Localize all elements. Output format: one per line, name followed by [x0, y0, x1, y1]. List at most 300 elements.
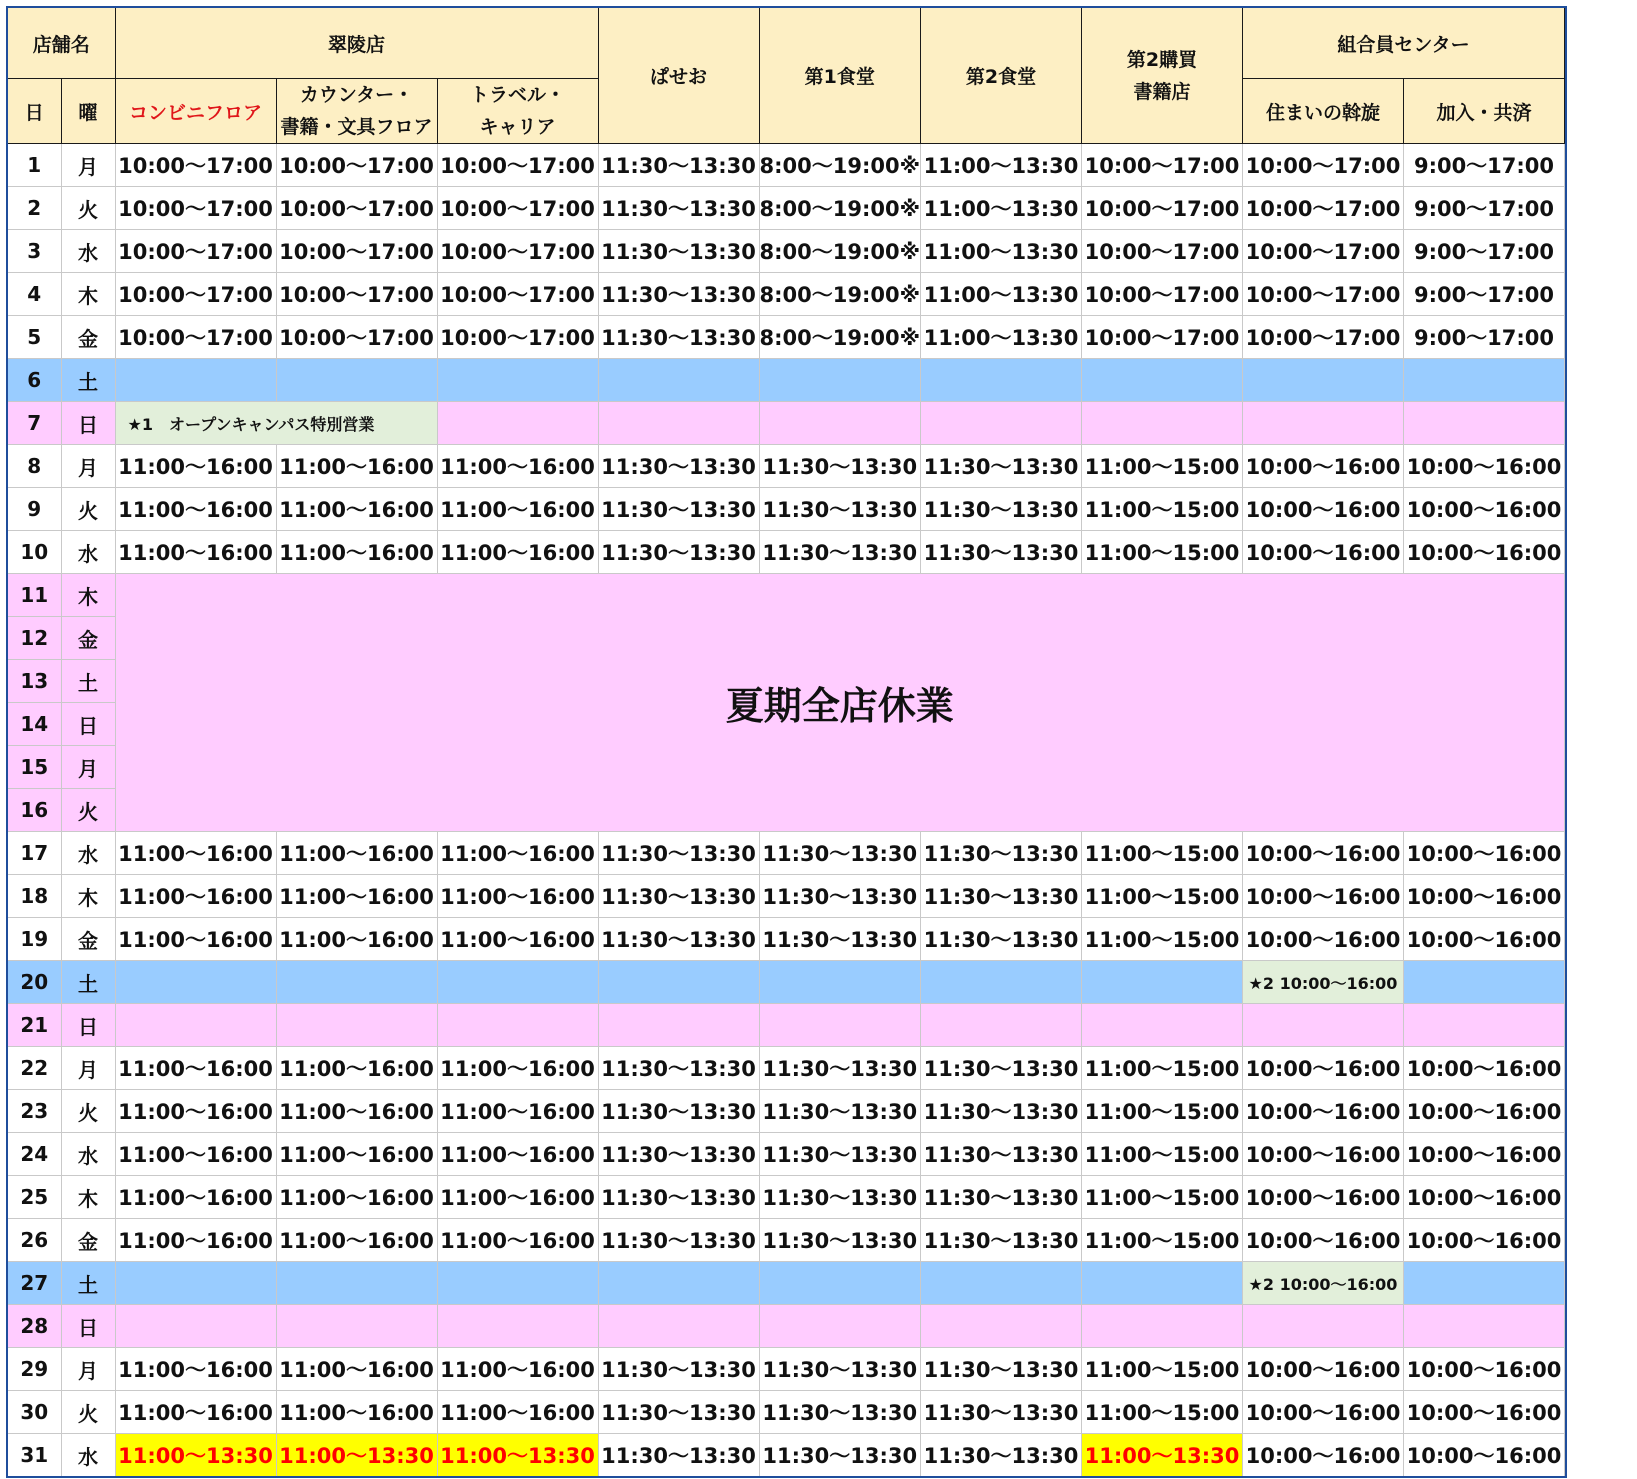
- table-row: [7, 832, 1566, 875]
- day-cell: 6: [7, 359, 61, 402]
- hours-cell: 11:00～15:00: [1082, 531, 1243, 574]
- hours-cell: 10:00～16:00: [1243, 1176, 1404, 1219]
- dai2-kobai-line2: 書籍店: [1133, 80, 1191, 103]
- hours-cell: 10:00～16:00: [1404, 445, 1565, 488]
- hours-cell: 10:00～16:00: [1243, 875, 1404, 918]
- hours-cell: 11:30～13:30: [598, 1047, 759, 1090]
- weekday-cell: 木: [61, 875, 115, 918]
- open-campus-note: ★1 オープンキャンパス特別営業: [115, 402, 437, 445]
- hours-cell: 8:00～19:00※: [759, 187, 921, 230]
- day-cell: 7: [7, 402, 61, 445]
- hours-cell: 10:00～16:00: [1404, 1391, 1565, 1434]
- hours-cell: [115, 1262, 276, 1305]
- table-row: [7, 1391, 1566, 1434]
- hours-cell: 11:00～16:00: [115, 1391, 276, 1434]
- hours-cell: [1404, 961, 1565, 1004]
- hours-cell: 11:00～16:00: [115, 531, 276, 574]
- weekday-cell: 土: [61, 1262, 115, 1305]
- hours-cell: [276, 359, 437, 402]
- hours-cell: [759, 359, 921, 402]
- hours-cell: 11:00～13:30: [921, 144, 1082, 187]
- day-cell: 13: [7, 660, 61, 703]
- day-cell: 18: [7, 875, 61, 918]
- hours-cell: 11:00～15:00: [1082, 875, 1243, 918]
- hours-cell: 10:00～16:00: [1404, 1219, 1565, 1262]
- hours-cell: 10:00～16:00: [1243, 1219, 1404, 1262]
- hours-cell: 11:00～16:00: [437, 1348, 598, 1391]
- hours-cell: 11:00～13:30: [437, 1434, 598, 1478]
- hours-cell: 11:00～16:00: [276, 1133, 437, 1176]
- hours-cell: 11:30～13:30: [759, 1348, 921, 1391]
- hours-cell: [759, 402, 921, 445]
- dai2-kobai-header: [1082, 7, 1243, 144]
- table-row: [7, 531, 1566, 574]
- table-row: [7, 1262, 1566, 1305]
- hours-cell: 11:30～13:30: [598, 230, 759, 273]
- hours-cell: 11:00～16:00: [115, 1219, 276, 1262]
- table-row: [7, 1176, 1566, 1219]
- hours-cell: [1082, 359, 1243, 402]
- schedule-sheet: [6, 6, 1567, 1478]
- weekday-cell: 日: [61, 1305, 115, 1348]
- hours-cell: 10:00～16:00: [1243, 832, 1404, 875]
- hours-cell: 11:30～13:30: [759, 488, 921, 531]
- hours-cell: [1082, 961, 1243, 1004]
- hours-cell: 11:00～16:00: [437, 832, 598, 875]
- hours-cell: 10:00～17:00: [1243, 187, 1404, 230]
- hours-cell: 11:30～13:30: [759, 1219, 921, 1262]
- hours-cell: 11:00～16:00: [276, 1348, 437, 1391]
- hours-cell: 11:00～16:00: [437, 445, 598, 488]
- hours-cell: [115, 359, 276, 402]
- weekday-cell: 水: [61, 832, 115, 875]
- hours-cell: [921, 1004, 1082, 1047]
- hours-cell: 11:00～15:00: [1082, 832, 1243, 875]
- day-cell: 11: [7, 574, 61, 617]
- hours-cell: [115, 1305, 276, 1348]
- day-cell: 26: [7, 1219, 61, 1262]
- hours-cell: 11:30～13:30: [921, 1348, 1082, 1391]
- sumai-header: 住まいの斡旋: [1243, 79, 1404, 144]
- hours-cell: 11:30～13:30: [598, 1434, 759, 1478]
- day-cell: 31: [7, 1434, 61, 1478]
- hours-cell: 11:30～13:30: [759, 1133, 921, 1176]
- table-row: [7, 316, 1566, 359]
- hours-cell: [598, 402, 759, 445]
- hours-cell: 11:00～16:00: [115, 488, 276, 531]
- weekday-cell: 火: [61, 789, 115, 832]
- hours-cell: 11:00～16:00: [276, 1176, 437, 1219]
- table-row: [7, 1434, 1566, 1478]
- hours-cell: 11:00～16:00: [437, 1047, 598, 1090]
- hours-cell: 10:00～16:00: [1404, 1133, 1565, 1176]
- dai2-shokudo-header: 第2食堂: [921, 7, 1082, 144]
- hours-cell: [1082, 1004, 1243, 1047]
- hours-cell: 11:00～16:00: [276, 1047, 437, 1090]
- hours-cell: 10:00～16:00: [1404, 1176, 1565, 1219]
- day-cell: 10: [7, 531, 61, 574]
- hours-cell: 11:30～13:30: [759, 918, 921, 961]
- hours-cell: 11:30～13:30: [759, 445, 921, 488]
- hours-cell: 11:00～16:00: [276, 1090, 437, 1133]
- hours-cell: 11:00～16:00: [437, 531, 598, 574]
- hours-cell: [1404, 1004, 1565, 1047]
- weekday-cell: 土: [61, 660, 115, 703]
- weekday-cell: 土: [61, 961, 115, 1004]
- table-row: [7, 1047, 1566, 1090]
- hours-cell: 11:30～13:30: [921, 488, 1082, 531]
- hours-cell: 11:30～13:30: [598, 832, 759, 875]
- hours-cell: 10:00～16:00: [1243, 918, 1404, 961]
- hours-cell: [1565, 402, 1567, 445]
- hours-cell: 10:00～17:00: [1082, 187, 1243, 230]
- hours-cell: 10:00～16:00: [1243, 1133, 1404, 1176]
- table-row: [7, 1090, 1566, 1133]
- hours-cell: 11:00～16:00: [437, 1219, 598, 1262]
- hours-cell: 11:00～15:00: [1082, 1176, 1243, 1219]
- day-cell: 22: [7, 1047, 61, 1090]
- day-cell: 27: [7, 1262, 61, 1305]
- hours-cell: 10:00～17:00: [1243, 230, 1404, 273]
- hours-cell: 10:00～17:00: [115, 273, 276, 316]
- hours-cell: 11:30～13:30: [598, 918, 759, 961]
- hours-cell: 11:00～15:00: [1082, 918, 1243, 961]
- hours-cell: 10:00～16:00: [1404, 918, 1565, 961]
- hours-cell: 11:00～13:30: [1082, 1434, 1243, 1478]
- hours-cell: 11:30～13:30: [759, 531, 921, 574]
- hours-cell: 11:00～16:00: [276, 832, 437, 875]
- weekday-cell: 水: [61, 230, 115, 273]
- header-row-1: [7, 7, 1566, 79]
- hours-cell: [921, 359, 1082, 402]
- day-cell: 30: [7, 1391, 61, 1434]
- hours-cell: 11:00～16:00: [115, 1176, 276, 1219]
- hours-cell: [921, 1305, 1082, 1348]
- weekday-cell: 水: [61, 1434, 115, 1478]
- hours-cell: 11:30～13:30: [598, 273, 759, 316]
- kumiai-center-header: 組合員センター: [1243, 7, 1565, 79]
- day-cell: 14: [7, 703, 61, 746]
- summer-closure-cell: 夏期全店休業: [115, 574, 1565, 832]
- special-hours-note: ★2 10:00～16:00: [1243, 961, 1404, 1004]
- hours-cell: 10:00～16:00: [1243, 445, 1404, 488]
- table-row: [7, 144, 1566, 187]
- hours-cell: 11:00～16:00: [276, 1391, 437, 1434]
- hours-cell: 11:00～16:00: [437, 1176, 598, 1219]
- hours-cell: 11:00～16:00: [437, 1133, 598, 1176]
- hours-cell: 11:00～13:30: [115, 1434, 276, 1478]
- suiryo-store-header: 翠陵店: [115, 7, 598, 79]
- travel-line2: キャリア: [479, 116, 556, 138]
- hours-cell: [598, 359, 759, 402]
- hours-cell: 9:00～17:00: [1404, 187, 1565, 230]
- day-cell: 15: [7, 746, 61, 789]
- hours-cell: 10:00～17:00: [1243, 144, 1404, 187]
- hours-cell: 11:30～13:30: [921, 1090, 1082, 1133]
- hours-cell: [921, 961, 1082, 1004]
- hours-cell: 8:00～19:00※: [759, 316, 921, 359]
- hours-cell: 11:00～16:00: [437, 875, 598, 918]
- hours-cell: 11:30～13:30: [598, 187, 759, 230]
- hours-cell: 11:00～16:00: [276, 918, 437, 961]
- hours-cell: 9:00～17:00: [1404, 230, 1565, 273]
- day-cell: 1: [7, 144, 61, 187]
- hours-cell: 10:00～16:00: [1404, 488, 1565, 531]
- day-cell: 20: [7, 961, 61, 1004]
- hours-cell: 10:00～17:00: [115, 316, 276, 359]
- hours-cell: 11:00～16:00: [276, 875, 437, 918]
- counter-line2: 書籍・文具フロア: [280, 116, 433, 138]
- weekday-cell: 木: [61, 1176, 115, 1219]
- hours-cell: 10:00～17:00: [115, 230, 276, 273]
- hours-cell: 10:00～17:00: [1082, 230, 1243, 273]
- weekday-cell: 月: [61, 746, 115, 789]
- hours-cell: 11:00～16:00: [115, 445, 276, 488]
- hours-cell: 10:00～17:00: [276, 187, 437, 230]
- hours-cell: 11:00～15:00: [1082, 1047, 1243, 1090]
- weekday-cell: 日: [61, 402, 115, 445]
- day-header: 日: [7, 79, 61, 144]
- table-row: [7, 187, 1566, 230]
- hours-cell: [1243, 359, 1404, 402]
- table-row: [7, 230, 1566, 273]
- day-cell: 4: [7, 273, 61, 316]
- hours-cell: 11:00～15:00: [1082, 1090, 1243, 1133]
- hours-cell: 11:30～13:30: [598, 875, 759, 918]
- hours-cell: 11:30～13:30: [598, 445, 759, 488]
- hours-cell: [598, 1305, 759, 1348]
- counter-floor-header: [276, 79, 437, 144]
- hours-cell: 11:30～13:30: [759, 1391, 921, 1434]
- table-row: [7, 273, 1566, 316]
- hours-cell: 11:00～13:30: [921, 187, 1082, 230]
- weekday-cell: 火: [61, 1090, 115, 1133]
- hours-cell: 10:00～16:00: [1404, 1047, 1565, 1090]
- table-row: [7, 1305, 1566, 1348]
- hours-cell: 10:00～16:00: [1243, 1434, 1404, 1478]
- hours-cell: 8:00～19:00※: [759, 273, 921, 316]
- weekday-header: 曜: [61, 79, 115, 144]
- weekday-cell: 木: [61, 273, 115, 316]
- weekday-cell: 水: [61, 1133, 115, 1176]
- passeo-header: ぱせお: [598, 7, 759, 144]
- hours-cell: 11:00～13:30: [276, 1434, 437, 1478]
- hours-cell: 10:00～16:00: [1243, 1348, 1404, 1391]
- hours-cell: [1404, 359, 1565, 402]
- hours-cell: 10:00～17:00: [437, 144, 598, 187]
- hours-cell: [1243, 1004, 1404, 1047]
- hours-cell: 11:30～13:30: [598, 1133, 759, 1176]
- hours-cell: 9:00～17:00: [1404, 273, 1565, 316]
- hours-cell: [437, 359, 598, 402]
- hours-cell: 10:00～17:00: [1082, 316, 1243, 359]
- hours-cell: 11:30～13:30: [759, 832, 921, 875]
- hours-cell: [115, 961, 276, 1004]
- table-row: [7, 402, 1566, 445]
- day-cell: 17: [7, 832, 61, 875]
- hours-cell: 11:00～16:00: [437, 918, 598, 961]
- hours-cell: [437, 402, 598, 445]
- hours-cell: 11:00～16:00: [115, 1133, 276, 1176]
- weekday-cell: 火: [61, 187, 115, 230]
- hours-cell: 11:30～13:30: [598, 1219, 759, 1262]
- weekday-cell: 日: [61, 1004, 115, 1047]
- day-cell: 24: [7, 1133, 61, 1176]
- hours-cell: [921, 1262, 1082, 1305]
- table-row: [7, 918, 1566, 961]
- hours-cell: 10:00～17:00: [1243, 273, 1404, 316]
- hours-cell: 11:00～16:00: [115, 1348, 276, 1391]
- weekday-cell: 木: [61, 574, 115, 617]
- hours-cell: 10:00～16:00: [1404, 1090, 1565, 1133]
- hours-cell: [276, 1305, 437, 1348]
- day-cell: 23: [7, 1090, 61, 1133]
- hours-cell: 11:30～13:30: [921, 875, 1082, 918]
- hours-cell: 11:00～16:00: [115, 1090, 276, 1133]
- hours-cell: [1404, 1262, 1565, 1305]
- hours-cell: 10:00～16:00: [1404, 875, 1565, 918]
- day-cell: 9: [7, 488, 61, 531]
- hours-cell: [598, 1262, 759, 1305]
- hours-cell: 10:00～17:00: [115, 187, 276, 230]
- weekday-cell: 金: [61, 1219, 115, 1262]
- hours-cell: [1243, 402, 1404, 445]
- hours-cell: [1082, 1305, 1243, 1348]
- hours-cell: [1082, 1262, 1243, 1305]
- hours-cell: 10:00～17:00: [437, 187, 598, 230]
- hours-cell: 11:30～13:30: [759, 1176, 921, 1219]
- hours-cell: 10:00～16:00: [1243, 1391, 1404, 1434]
- hours-cell: [276, 1004, 437, 1047]
- table-row: [7, 961, 1566, 1004]
- hours-cell: 11:30～13:30: [759, 1434, 921, 1478]
- hours-cell: 11:30～13:30: [759, 1047, 921, 1090]
- hours-cell: 11:00～16:00: [437, 1090, 598, 1133]
- hours-cell: 11:00～15:00: [1082, 488, 1243, 531]
- table-row: [7, 1133, 1566, 1176]
- hours-cell: 11:30～13:30: [921, 1434, 1082, 1478]
- hours-cell: [1404, 402, 1565, 445]
- hours-cell: 11:30～13:30: [921, 445, 1082, 488]
- hours-cell: 11:00～15:00: [1082, 1219, 1243, 1262]
- hours-cell: 11:00～15:00: [1082, 1391, 1243, 1434]
- hours-cell: 10:00～16:00: [1404, 1434, 1565, 1478]
- hours-cell: 11:30～13:30: [598, 1391, 759, 1434]
- hours-cell: [759, 1262, 921, 1305]
- hours-cell: 11:30～13:30: [921, 832, 1082, 875]
- day-cell: 25: [7, 1176, 61, 1219]
- day-cell: 19: [7, 918, 61, 961]
- hours-cell: 11:30～13:30: [921, 1219, 1082, 1262]
- weekday-cell: 水: [61, 531, 115, 574]
- hours-cell: [1243, 1305, 1404, 1348]
- weekday-cell: 月: [61, 1047, 115, 1090]
- conveni-floor-header: コンビニフロア: [115, 79, 276, 144]
- hours-table: [6, 6, 1567, 1478]
- hours-cell: [437, 1305, 598, 1348]
- hours-cell: 10:00～17:00: [276, 144, 437, 187]
- table-row: [7, 488, 1566, 531]
- store-label-header: 店舗名: [7, 7, 115, 79]
- day-cell: 5: [7, 316, 61, 359]
- table-row: [7, 359, 1566, 402]
- day-cell: 3: [7, 230, 61, 273]
- table-row: [7, 1004, 1566, 1047]
- hours-cell: 11:30～13:30: [598, 531, 759, 574]
- hours-cell: 11:30～13:30: [921, 1133, 1082, 1176]
- weekday-cell: 土: [61, 359, 115, 402]
- hours-cell: 10:00～16:00: [1243, 488, 1404, 531]
- hours-cell: 10:00～17:00: [276, 316, 437, 359]
- hours-cell: 11:00～16:00: [115, 918, 276, 961]
- hours-cell: 11:30～13:30: [921, 1176, 1082, 1219]
- hours-cell: 11:00～16:00: [276, 445, 437, 488]
- day-cell: 2: [7, 187, 61, 230]
- weekday-cell: 日: [61, 703, 115, 746]
- hours-cell: 11:30～13:30: [598, 316, 759, 359]
- hours-cell: 10:00～17:00: [115, 144, 276, 187]
- weekday-cell: 月: [61, 1348, 115, 1391]
- hours-cell: 11:30～13:30: [598, 1090, 759, 1133]
- weekday-cell: 火: [61, 488, 115, 531]
- weekday-cell: 月: [61, 445, 115, 488]
- weekday-cell: 金: [61, 617, 115, 660]
- hours-cell: 10:00～16:00: [1243, 531, 1404, 574]
- travel-career-header: [437, 79, 598, 144]
- hours-cell: 11:30～13:30: [598, 1348, 759, 1391]
- hours-cell: 10:00～17:00: [437, 316, 598, 359]
- hours-cell: [759, 1305, 921, 1348]
- dai2-kobai-line1: 第2購買: [1126, 48, 1198, 71]
- weekday-cell: 火: [61, 1391, 115, 1434]
- day-cell: 29: [7, 1348, 61, 1391]
- table-row: [7, 1219, 1566, 1262]
- kanyu-kyosai-header: 加入・共済: [1404, 79, 1565, 144]
- hours-cell: 10:00～16:00: [1404, 1348, 1565, 1391]
- hours-cell: 11:30～13:30: [598, 488, 759, 531]
- hours-cell: 11:00～16:00: [115, 1047, 276, 1090]
- hours-cell: 11:30～13:30: [921, 1047, 1082, 1090]
- table-row: [7, 1348, 1566, 1391]
- table-row: [7, 574, 1566, 617]
- hours-cell: 11:30～13:30: [598, 1176, 759, 1219]
- hours-cell: [276, 1262, 437, 1305]
- table-row: [7, 445, 1566, 488]
- hours-cell: [598, 961, 759, 1004]
- hours-cell: [598, 1004, 759, 1047]
- hours-cell: 11:00～16:00: [276, 488, 437, 531]
- hours-cell: 11:00～16:00: [115, 875, 276, 918]
- hours-cell: 10:00～16:00: [1404, 531, 1565, 574]
- hours-cell: 10:00～17:00: [276, 273, 437, 316]
- day-cell: 28: [7, 1305, 61, 1348]
- counter-line1: カウンター・: [299, 84, 414, 106]
- hours-cell: 11:30～13:30: [598, 144, 759, 187]
- hours-cell: 10:00～17:00: [276, 230, 437, 273]
- table-row: [7, 875, 1566, 918]
- hours-cell: [759, 961, 921, 1004]
- day-cell: 21: [7, 1004, 61, 1047]
- special-hours-note: ★2 10:00～16:00: [1243, 1262, 1404, 1305]
- hours-cell: 11:30～13:30: [921, 1391, 1082, 1434]
- hours-cell: 11:00～13:30: [921, 273, 1082, 316]
- hours-cell: 9:00～17:00: [1404, 144, 1565, 187]
- travel-line1: トラベル・: [469, 84, 565, 106]
- hours-cell: [115, 1004, 276, 1047]
- hours-cell: [276, 961, 437, 1004]
- hours-cell: 11:00～16:00: [115, 832, 276, 875]
- hours-cell: [759, 1004, 921, 1047]
